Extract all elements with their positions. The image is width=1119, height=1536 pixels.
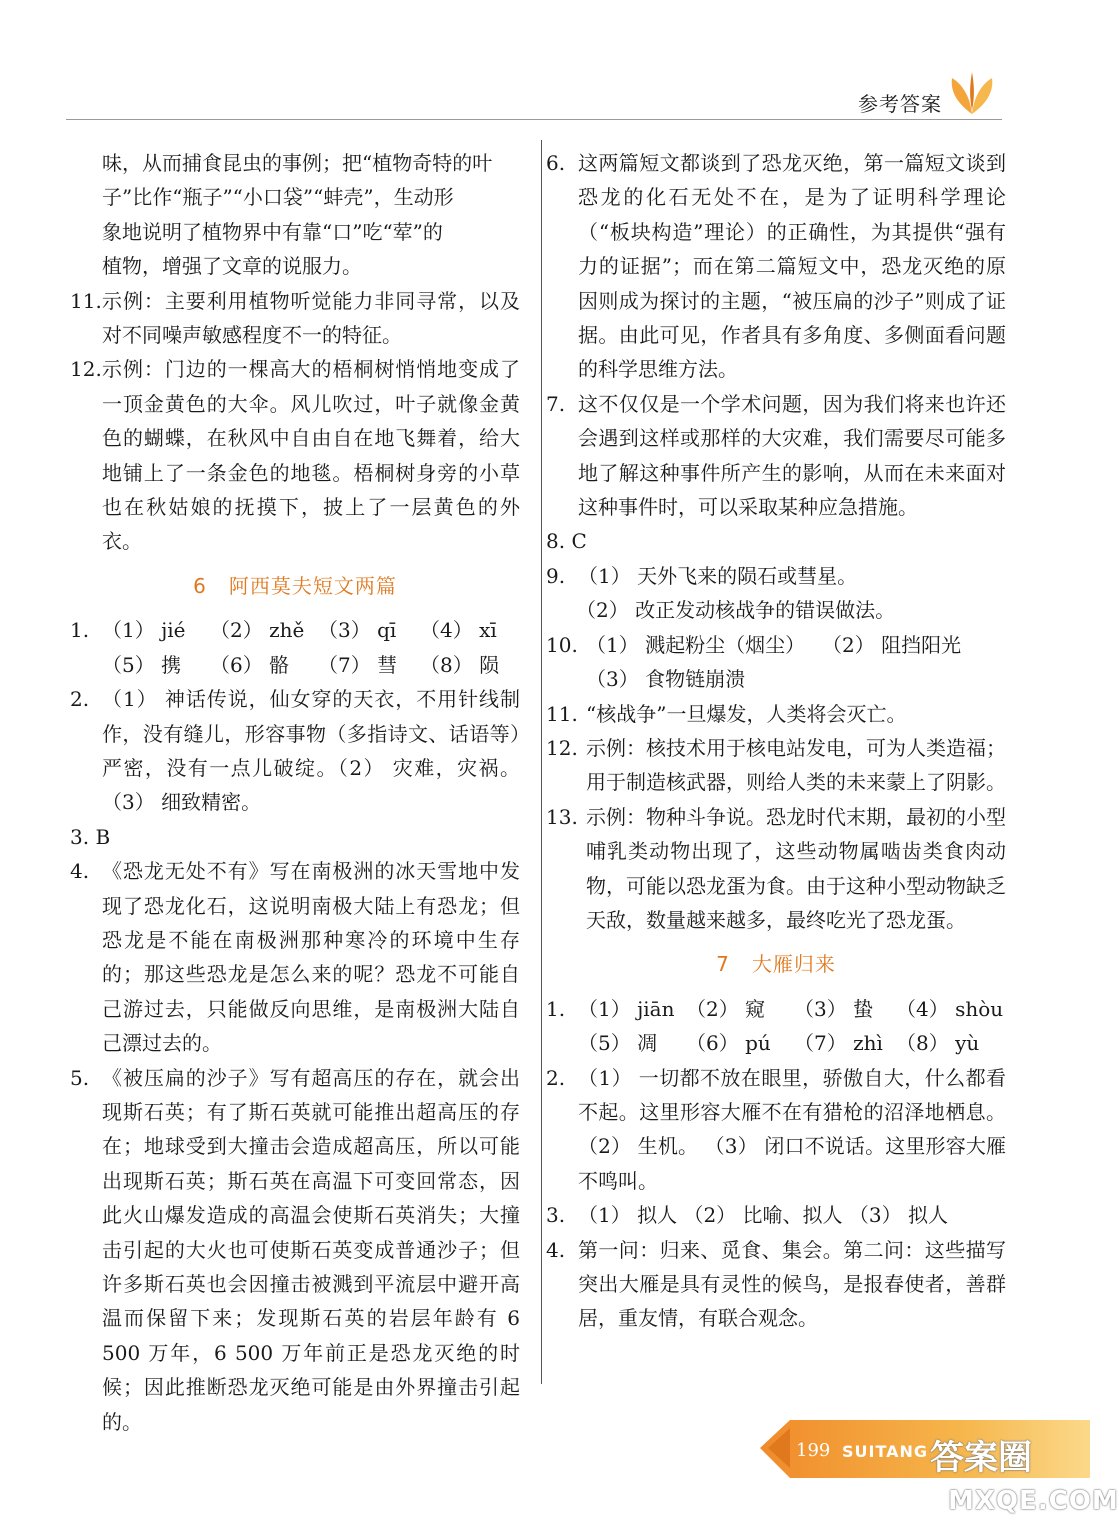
pinyin-item: （2） 窥 (686, 996, 766, 1021)
pinyin-item: （8） yù (896, 1031, 980, 1056)
section-number: 7 (716, 952, 730, 977)
s7-answer-3 (546, 1198, 1006, 1232)
pinyin-item: （4） xī (420, 618, 497, 643)
answer-7 (546, 387, 1006, 525)
answer-number: 1. (70, 618, 90, 643)
answer-number: 6. (546, 151, 566, 175)
answer-number: 4. (546, 1237, 566, 1262)
text-line: 象地说明了植物界中有靠“口”吃“荤”的 (102, 219, 443, 244)
answer-text: （1） 拟人 （2） 比喻、拟人 （3） 拟人 (578, 1203, 948, 1228)
answer-text: 《恐龙无处不有》写在南极洲的冰天雪地中发现了恐龙化石，这说明南极大陆上有恐龙；但恐龙是不能在南极洲那种寒冷的环境中生存的；那这些恐龙是怎么来的呢？恐龙不可能自己游过去，只能做反向思维，是南极洲大陆自己漂过去的。 (102, 859, 520, 1056)
section-number: 6 (193, 573, 207, 598)
answer-13 (546, 800, 1006, 938)
answer-number: 7. (546, 391, 566, 416)
answer-number: 4. (70, 859, 90, 884)
answer-number: 3. (546, 1203, 566, 1228)
answer-text: 示例：物种斗争说。恐龙时代末期，最初的小型哺乳类动物出现了，这些动物属啮齿类食肉动物，可能以恐龙蛋为食。由于这种小型动物缺乏天敌，数量越来越多，最终吃光了恐龙蛋。 (586, 804, 1006, 932)
pinyin-row (578, 992, 1006, 1026)
s6-answer-4 (70, 854, 520, 1060)
answer-number: 5. (70, 1065, 90, 1090)
pinyin-item: （7） 彗 (318, 652, 398, 677)
watermark-url: MXQE.COM (948, 1486, 1119, 1516)
text-line: 味，从而捕食昆虫的事例；把“植物奇特的叶 (102, 151, 493, 175)
section-name: 阿西莫夫短文两篇 (228, 573, 397, 598)
section-title-7 (546, 947, 1006, 981)
answer-12 (70, 352, 520, 558)
s7-answer-4 (546, 1233, 1006, 1336)
header-title: 参考答案 (858, 92, 942, 116)
answer-text: 这两篇短文都谈到了恐龙灭绝，第一篇短文谈到恐龙的化石无处不在，是为了证明科学理论（“板块构造”理论）的正确性，为其提供“强有力的证据”；而在第二篇短文中，恐龙灭绝的原因则成为探讨的主题，“被压扁的沙子”则成了证据。由此可见，作者具有多角度、多侧面看问题的科学思维方法。 (578, 151, 1006, 382)
pinyin-item: （1） jié (102, 618, 186, 643)
answer-part: （1） 溅起粉尘（烟尘） (586, 632, 806, 657)
text-line: 子”比作“瓶子”“小口袋”“蚌壳”，生动形 (102, 185, 454, 210)
pinyin-item: （2） zhě (210, 618, 305, 643)
answer-6 (546, 146, 1006, 387)
pinyin-item: （8） 陨 (420, 652, 500, 677)
section-name: 大雁归来 (751, 952, 836, 977)
continued-answer (70, 146, 520, 284)
left-column (70, 146, 520, 1439)
brand-text: SUITANG (842, 1442, 929, 1461)
answer-number: 11. (546, 701, 578, 726)
s7-answer-2 (546, 1061, 1006, 1199)
pinyin-item: （5） 携 (102, 652, 182, 677)
answer-number: 9. (546, 563, 566, 588)
answer-11 (546, 697, 1006, 731)
answer-part: （2） 阻挡阳光 (822, 632, 962, 657)
answer-number: 2. (70, 687, 90, 712)
answer-text: 示例：门边的一棵高大的梧桐树悄悄地变成了一顶金黄色的大伞。风儿吹过，叶子就像金黄色的蝴蝶，在秋风中自由自在地飞舞着，给大地铺上了一条金色的地毯。梧桐树身旁的小草也在秋姑娘的抚摸下，披上了一层黄色的外衣。 (102, 357, 520, 554)
leaf-logo-icon (944, 70, 1000, 118)
answer-12 (546, 731, 1006, 800)
header-rule (66, 119, 1002, 120)
pinyin-row (102, 648, 520, 682)
answer-text: （1） 神话传说，仙女穿的天衣，不用针线制作，没有缝儿，形容事物（多指诗文、话语等）严密，没有一点儿破绽。（2） 灾难，灾祸。（3） 细致精密。 (102, 687, 520, 815)
answer-text: （1） 一切都不放在眼里，骄傲自大，什么都看不起。这里形容大雁不在有猎枪的沼泽地栖息。（2） 生机。 （3） 闭口不说话。这里形容大雁不鸣叫。 (578, 1065, 1006, 1193)
s6-answer-5 (70, 1061, 520, 1439)
answer-8: 8. C (546, 529, 587, 554)
pinyin-row (102, 613, 520, 647)
answer-text: 示例：核技术用于核电站发电，可为人类造福；用于制造核武器，则给人类的未来蒙上了阴影。 (586, 735, 1006, 795)
answer-number: 2. (546, 1065, 566, 1090)
s7-answer-1 (546, 992, 1006, 1061)
s6-answer-3: 3. B (70, 824, 111, 849)
answer-text: 《被压扁的沙子》写有超高压的存在，就会出现斯石英；有了斯石英就可能推出超高压的存在；地球受到大撞击会造成超高压，所以可能出现斯石英；斯石英在高温下可变回常态，因此火山爆发造成的高温会使斯石英消失；大撞击引起的大火也可使斯石英变成普通沙子；但许多斯石英也会因撞击被溅到平流层中避开高温而保留下来；发现斯石英的岩层年龄有 6 500 万年，6 500 万年前正是恐龙灭绝的时候；因此推断恐龙灭绝可能是由外界撞击引起的。 (102, 1065, 520, 1434)
page-number: 199 (796, 1440, 831, 1461)
column-divider (541, 140, 542, 1384)
pinyin-item: （6） 骼 (210, 652, 290, 677)
pinyin-item: （3） 蛰 (794, 996, 874, 1021)
pinyin-item: （6） pú (686, 1031, 771, 1056)
s6-answer-2 (70, 682, 520, 820)
text-line: 植物，增强了文章的说服力。 (102, 254, 362, 279)
answer-text: “核战争”一旦爆发，人类将会灭亡。 (586, 701, 907, 726)
answer-9 (546, 559, 1006, 593)
pinyin-item: （7） zhì (794, 1031, 883, 1056)
answer-line: （2） 改正发动核战争的错误做法。 (576, 598, 896, 623)
answer-number: 10. (546, 632, 578, 657)
pinyin-item: （1） jiān (578, 996, 675, 1021)
pinyin-row (578, 1026, 1006, 1060)
answer-11 (70, 284, 520, 353)
pinyin-item: （4） shòu (896, 996, 1004, 1021)
watermark-text: 答案圈 (930, 1438, 1032, 1478)
answer-text: 第一问：归来、觅食、集会。第二问：这些描写突出大雁是具有灵性的候鸟，是报春使者，善群居，重友情，有联合观念。 (578, 1237, 1006, 1331)
s6-answer-1 (70, 613, 520, 682)
pinyin-item: （5） 凋 (578, 1031, 658, 1056)
answer-number: 12. (70, 357, 102, 382)
answer-line: （3） 食物链崩溃 (586, 667, 746, 692)
answer-10 (546, 628, 1006, 662)
answer-number: 1. (546, 996, 566, 1021)
section-title-6 (70, 569, 520, 603)
answer-number: 11. (70, 288, 102, 313)
answer-number: 13. (546, 804, 578, 829)
answer-text: 示例：主要利用植物听觉能力非同寻常，以及对不同噪声敏感程度不一的特征。 (102, 288, 520, 348)
pinyin-item: （3） qī (318, 618, 397, 643)
right-column (546, 146, 1006, 1336)
answer-text: 这不仅仅是一个学术问题，因为我们将来也许还会遇到这样或那样的大灾难，我们需要尽可能多地了解这种事件所产生的影响，从而在未来面对这种事件时，可以采取某种应急措施。 (578, 391, 1006, 520)
answer-line: （1） 天外飞来的陨石或彗星。 (578, 563, 858, 588)
answer-number: 12. (546, 735, 578, 760)
